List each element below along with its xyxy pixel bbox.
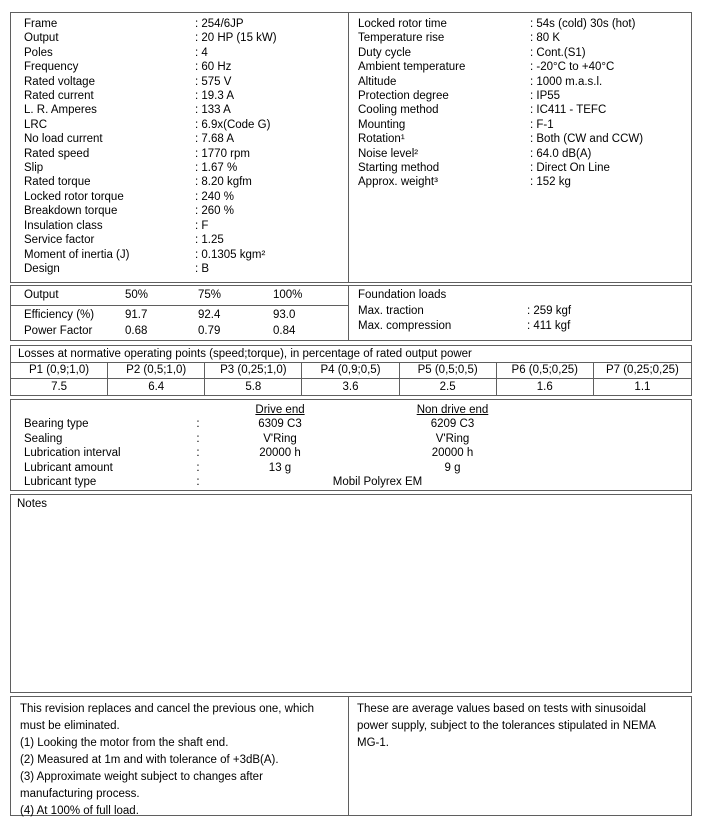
spec-label: Ambient temperature bbox=[358, 61, 466, 74]
efficiency-table-body bbox=[11, 306, 348, 339]
spec-value: : 259 kgf bbox=[527, 304, 572, 317]
spec-row-design bbox=[24, 262, 348, 276]
losses-values-row bbox=[11, 379, 691, 395]
load-75-header: 75% bbox=[198, 289, 222, 301]
lubricant-amount-row bbox=[11, 461, 691, 476]
colon: : bbox=[196, 476, 200, 489]
spec-row-locked-rotor-torque bbox=[24, 190, 348, 204]
bearings-header-row bbox=[11, 403, 691, 417]
spec-row-temperature-rise bbox=[358, 31, 691, 45]
spec-label: Output bbox=[24, 32, 59, 45]
losses-p3-header: P3 (0,25;1,0) bbox=[205, 363, 302, 378]
spec-column-right bbox=[349, 13, 691, 282]
tolerance-notes bbox=[349, 697, 691, 815]
spec-row-lr-amperes bbox=[24, 103, 348, 117]
spec-value: : 411 kgf bbox=[527, 320, 571, 332]
power-factor-100: 0.84 bbox=[273, 324, 296, 337]
losses-header-row bbox=[11, 363, 691, 379]
spec-row-approx-weight bbox=[358, 175, 691, 189]
spec-value: : 0.1305 kgm² bbox=[195, 248, 266, 261]
spec-value: : 64.0 dB(A) bbox=[530, 147, 592, 160]
performance-panel bbox=[10, 285, 692, 341]
spec-label: Rotation¹ bbox=[358, 133, 405, 146]
efficiency-75: 92.4 bbox=[198, 309, 221, 321]
row-label: Efficiency (%) bbox=[24, 309, 95, 321]
spec-label: Max. traction bbox=[358, 304, 424, 317]
spec-label: Mounting bbox=[358, 118, 406, 131]
spec-label: Rated speed bbox=[24, 147, 90, 160]
max-compression-row bbox=[358, 319, 691, 335]
spec-label: Frequency bbox=[24, 61, 79, 74]
spec-label: Starting method bbox=[358, 162, 440, 175]
spec-row-output bbox=[24, 31, 348, 45]
spec-label: Slip bbox=[24, 162, 44, 175]
spec-row-mounting bbox=[358, 118, 691, 132]
losses-p2-header: P2 (0,5;1,0) bbox=[108, 363, 205, 378]
losses-p7-value: 1.1 bbox=[634, 381, 651, 393]
spec-row-frame bbox=[24, 17, 348, 31]
non-drive-end-value: 20000 h bbox=[431, 447, 474, 460]
spec-value: : 1.25 bbox=[195, 234, 224, 247]
spec-value: : 260 % bbox=[195, 205, 234, 218]
spec-value: : Direct On Line bbox=[530, 162, 610, 175]
load-100-header: 100% bbox=[273, 289, 303, 301]
spec-label: Frame bbox=[24, 18, 58, 30]
power-factor-row bbox=[24, 324, 348, 340]
efficiency-table-header bbox=[11, 286, 348, 306]
spec-value: : 80 K bbox=[530, 32, 561, 45]
bearing-type-row bbox=[11, 417, 691, 432]
spec-value: : 54s (cold) 30s (hot) bbox=[530, 18, 636, 30]
non-drive-end-value: 9 g bbox=[444, 461, 461, 474]
spec-row-rated-voltage bbox=[24, 75, 348, 89]
losses-p6-value: 1.6 bbox=[497, 379, 594, 395]
spec-label: Duty cycle bbox=[358, 46, 412, 59]
footer-line: (1) Looking the motor from the shaft end. bbox=[20, 737, 229, 749]
spec-value: : 254/6JP bbox=[195, 18, 244, 30]
foundation-loads-title: Foundation loads bbox=[358, 289, 447, 301]
power-factor-50: 0.68 bbox=[125, 324, 148, 337]
spec-label: Temperature rise bbox=[358, 32, 445, 45]
spec-value: : 1770 rpm bbox=[195, 147, 250, 160]
spec-value: : IP55 bbox=[530, 90, 561, 103]
spec-value: : F bbox=[195, 219, 209, 232]
spec-column-left bbox=[11, 13, 349, 282]
spec-label: LRC bbox=[24, 118, 48, 131]
losses-p1-value: 7.5 bbox=[11, 379, 108, 395]
efficiency-row bbox=[24, 308, 348, 324]
efficiency-table bbox=[11, 286, 349, 340]
spec-label: Breakdown torque bbox=[24, 205, 118, 218]
spec-row-frequency bbox=[24, 60, 348, 74]
spec-value: : B bbox=[195, 262, 210, 275]
spec-value: : 20 HP (15 kW) bbox=[195, 32, 277, 45]
losses-p4-value: 3.6 bbox=[302, 379, 399, 395]
footer-line: must be eliminated. bbox=[20, 720, 120, 732]
spec-value: : 8.20 kgfm bbox=[195, 176, 252, 189]
spec-label: Protection degree bbox=[358, 90, 449, 103]
spec-row-locked-rotor-time bbox=[358, 17, 691, 31]
efficiency-50: 91.7 bbox=[125, 309, 148, 321]
losses-p2-value: 6.4 bbox=[108, 379, 205, 395]
losses-p1-header: P1 (0,9;1,0) bbox=[11, 363, 108, 378]
spec-value: : -20°C to +40°C bbox=[530, 61, 615, 74]
spec-row-starting-method bbox=[358, 161, 691, 175]
drive-end-value: V'Ring bbox=[263, 432, 297, 445]
losses-title: Losses at normative operating points (speed;torque), in percentage of rated output power bbox=[11, 346, 691, 363]
footer-line: (2) Measured at 1m and with tolerance of +3dB(A). bbox=[20, 754, 279, 766]
row-label: Sealing bbox=[24, 432, 63, 445]
spec-value: : 240 % bbox=[195, 190, 234, 203]
spec-row-rated-current bbox=[24, 89, 348, 103]
spec-row-rotation bbox=[358, 132, 691, 146]
spec-row-cooling-method bbox=[358, 103, 691, 117]
spec-label: Rated current bbox=[24, 90, 94, 103]
sealing-row bbox=[11, 432, 691, 447]
colon: : bbox=[196, 461, 200, 474]
drive-end-header: Drive end bbox=[255, 404, 305, 416]
losses-p5-value: 2.5 bbox=[400, 379, 497, 395]
spec-label: Locked rotor torque bbox=[24, 190, 124, 203]
spec-label: Design bbox=[24, 262, 60, 275]
non-drive-end-header: Non drive end bbox=[416, 404, 489, 416]
spec-row-ambient-temperature bbox=[358, 60, 691, 74]
spec-label: No load current bbox=[24, 133, 103, 146]
losses-p7-header: P7 (0,25;0,25) bbox=[605, 364, 679, 376]
spec-row-duty-cycle bbox=[358, 46, 691, 60]
lubrication-interval-row bbox=[11, 446, 691, 461]
footer-line: This revision replaces and cancel the previous one, which bbox=[20, 703, 315, 715]
row-label: Lubricant amount bbox=[24, 461, 113, 474]
revision-notes bbox=[11, 697, 349, 815]
footer-panel bbox=[10, 696, 692, 816]
spec-label: Poles bbox=[24, 46, 53, 59]
colon: : bbox=[196, 432, 200, 445]
spec-row-service-factor bbox=[24, 233, 348, 247]
spec-row-breakdown-torque bbox=[24, 204, 348, 218]
drive-end-value: 6309 C3 bbox=[258, 418, 302, 430]
spec-row-slip bbox=[24, 161, 348, 175]
notes-panel bbox=[10, 494, 692, 693]
spec-label: Locked rotor time bbox=[358, 18, 447, 30]
spec-value: : 19.3 A bbox=[195, 90, 235, 103]
non-drive-end-value: 6209 C3 bbox=[430, 418, 475, 430]
efficiency-100: 93.0 bbox=[273, 309, 296, 321]
spec-label: Rated torque bbox=[24, 176, 91, 189]
row-label: Lubricant type bbox=[24, 476, 97, 489]
spec-value: : Cont.(S1) bbox=[530, 46, 586, 59]
footer-line: (3) Approximate weight subject to changes after bbox=[20, 771, 263, 783]
spec-row-altitude bbox=[358, 75, 691, 89]
footer-line: (4) At 100% of full load. bbox=[20, 805, 139, 817]
spec-value: : 6.9x(Code G) bbox=[195, 118, 271, 131]
losses-p6-header: P6 (0,5;0,25) bbox=[497, 363, 594, 378]
spec-label: Approx. weight³ bbox=[358, 176, 438, 189]
colon: : bbox=[196, 418, 200, 430]
lubricant-type-value: Mobil Polyrex EM bbox=[332, 476, 423, 489]
spec-label: Noise level² bbox=[358, 147, 419, 160]
load-50-header: 50% bbox=[125, 289, 149, 301]
spec-value: : 1000 m.a.s.l. bbox=[530, 75, 603, 88]
losses-p3-value: 5.8 bbox=[205, 379, 302, 395]
spec-row-protection-degree bbox=[358, 89, 691, 103]
spec-label: Rated voltage bbox=[24, 75, 95, 88]
spec-label: Moment of inertia (J) bbox=[24, 248, 130, 261]
spec-label: L. R. Amperes bbox=[24, 104, 97, 117]
spec-row-noise-level bbox=[358, 147, 691, 161]
spec-row-no-load-current bbox=[24, 132, 348, 146]
spec-row-lrc bbox=[24, 118, 348, 132]
spec-value: : F-1 bbox=[530, 118, 554, 131]
bearings-panel bbox=[10, 399, 692, 491]
spec-panel bbox=[10, 12, 692, 283]
footer-line: power supply, subject to the tolerances stipulated in NEMA bbox=[357, 720, 656, 732]
spec-label: Altitude bbox=[358, 75, 397, 88]
spec-label: Max. compression bbox=[358, 320, 452, 332]
footer-line: manufacturing process. bbox=[20, 788, 140, 800]
spec-value: : 60 Hz bbox=[195, 61, 232, 74]
spec-value: : 4 bbox=[195, 46, 208, 59]
spec-row-moment-of-inertia bbox=[24, 248, 348, 262]
losses-p4-header: P4 (0,9;0,5) bbox=[302, 363, 399, 378]
spec-value: : 575 V bbox=[195, 75, 232, 88]
row-label: Power Factor bbox=[24, 324, 93, 337]
spec-row-poles bbox=[24, 46, 348, 60]
non-drive-end-value: V'Ring bbox=[435, 432, 470, 445]
spec-value: : Both (CW and CCW) bbox=[530, 133, 644, 146]
footer-line: MG-1. bbox=[357, 737, 389, 749]
drive-end-value: 13 g bbox=[268, 461, 292, 474]
output-header-label: Output bbox=[24, 289, 59, 301]
drive-end-value: 20000 h bbox=[259, 447, 301, 460]
losses-panel bbox=[10, 345, 692, 396]
spec-value: : 133 A bbox=[195, 104, 231, 117]
footer-line: These are average values based on tests with sinusoidal bbox=[357, 703, 646, 715]
spec-label: Cooling method bbox=[358, 104, 439, 117]
colon: : bbox=[196, 447, 200, 460]
row-label: Bearing type bbox=[24, 418, 89, 430]
spec-value: : 7.68 A bbox=[195, 133, 235, 146]
spec-row-rated-torque bbox=[24, 175, 348, 189]
losses-p5-header: P5 (0,5;0,5) bbox=[400, 363, 497, 378]
spec-value: : 1.67 % bbox=[195, 162, 238, 175]
max-traction-row bbox=[358, 304, 691, 320]
spec-row-rated-speed bbox=[24, 147, 348, 161]
spec-value: : 152 kg bbox=[530, 176, 571, 189]
lubricant-type-row bbox=[11, 475, 691, 490]
foundation-loads-section bbox=[349, 286, 691, 340]
power-factor-75: 0.79 bbox=[198, 324, 221, 337]
spec-row-insulation-class bbox=[24, 219, 348, 233]
notes-title: Notes bbox=[17, 498, 48, 510]
row-label: Lubrication interval bbox=[24, 447, 121, 460]
spec-label: Service factor bbox=[24, 234, 95, 247]
spec-value: : IC411 - TEFC bbox=[530, 104, 607, 117]
spec-label: Insulation class bbox=[24, 219, 103, 232]
